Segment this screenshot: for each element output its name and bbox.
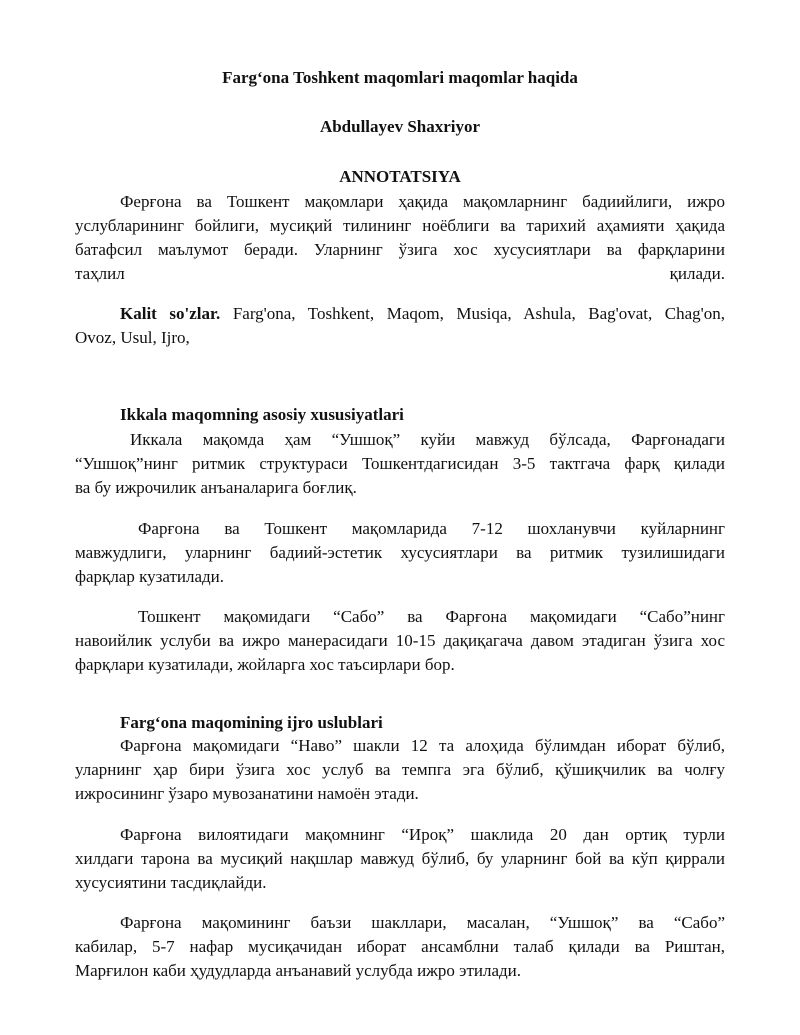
keywords-line	[120, 302, 725, 326]
paragraph-line: Фарғона мақомининг баъзи шакллари, масалан, “Ушшоқ” ва “Сабо”	[120, 913, 725, 932]
paragraph-line: Марғилон каби ҳудудларда анъанавий услубда ижро этилади.	[75, 961, 522, 980]
keywords-list: Farg'ona, Toshkent, Maqom, Musiqa, Ashula, Bag'ovat, Chag'on,	[232, 304, 725, 323]
annotation-line: Ферғона ва Тошкент мақомлари ҳақида мақомларнинг бадиийлиги, ижро	[120, 192, 725, 211]
keywords-line-2: Ovoz, Usul, Ijro,	[75, 328, 190, 347]
paragraph-line: “Ушшоқ”нинг ритмик структураси Тошкентдагисидан 3-5 тактгача фарқ қилади	[75, 454, 725, 473]
section2-heading: Farg‘ona maqomining ijro uslublari	[120, 713, 383, 732]
paragraph-line: хусусиятини тасдиқлайди.	[75, 873, 267, 892]
annotation-last-left: таҳлил	[75, 264, 125, 283]
annotation-heading: ANNOTATSIYA	[339, 167, 461, 186]
paragraph-line: Фарғона мақомидаги “Наво” шакли 12 та алоҳида бўлимдан иборат бўлиб,	[120, 736, 725, 755]
paragraph-line: Тошкент мақомидаги “Сабо” ва Фарғона мақомидаги “Сабо”нинг	[138, 607, 725, 626]
paragraph-line: Фарғона ва Тошкент мақомларида 7-12 шохланувчи куйларнинг	[138, 519, 725, 538]
paragraph-line: ва бу ижрочилик анъаналарига боғлиқ.	[75, 478, 357, 497]
paragraph-line: фарқлари кузатилади, жойларга хос таъсирлари бор.	[75, 655, 455, 674]
section1-heading: Ikkala maqomning asosiy xususiyatlari	[120, 405, 404, 424]
annotation-last-line	[75, 262, 725, 286]
paragraph-line: Иккала мақомда ҳам “Ушшоқ” куйи мавжуд бўлсада, Фарғонадаги	[130, 430, 725, 449]
paragraph-line: ижросининг ўзаро мувозанатини намоён этади.	[75, 784, 419, 803]
keywords-label: Kalit so'zlar.	[120, 304, 221, 323]
paragraph-line: фарқлар кузатилади.	[75, 567, 224, 586]
paragraph-line: навоийлик услуби ва ижро манерасидаги 10-15 дақиқагача давом этадиган ўзига хос	[75, 631, 725, 650]
annotation-last-right: қилади.	[669, 264, 725, 283]
paragraph-line: кабилар, 5-7 нафар мусиқачидан иборат ансамблни талаб қилади ва Риштан,	[75, 937, 725, 956]
author-name: Abdullayev Shaxriyor	[319, 117, 481, 136]
annotation-line: батафсил маълумот беради. Уларнинг ўзига хос хусусиятлари ва фарқларини	[75, 240, 725, 259]
document-title: Farg‘ona Toshkent maqomlari maqomlar haqida	[222, 68, 578, 87]
paragraph-line: Фарғона вилоятидаги мақомнинг “Ироқ” шаклида 20 дан ортиқ турли	[120, 825, 725, 844]
annotation-line: услубларининг бойлиги, мусиқий тилининг ноёблиги ва тарихий аҳамияти ҳақида	[75, 216, 725, 235]
paragraph-line: уларнинг ҳар бири ўзига хос услуб ва темпга эга бўлиб, қўшиқчилик ва чолғу	[75, 760, 725, 779]
paragraph-line: хилдаги тарона ва мусиқий нақшлар мавжуд бўлиб, бу уларнинг бой ва кўп қиррали	[75, 849, 725, 868]
paragraph-line: мавжудлиги, уларнинг бадиий-эстетик хусусиятлари ва ритмик тузилишидаги	[75, 543, 725, 562]
